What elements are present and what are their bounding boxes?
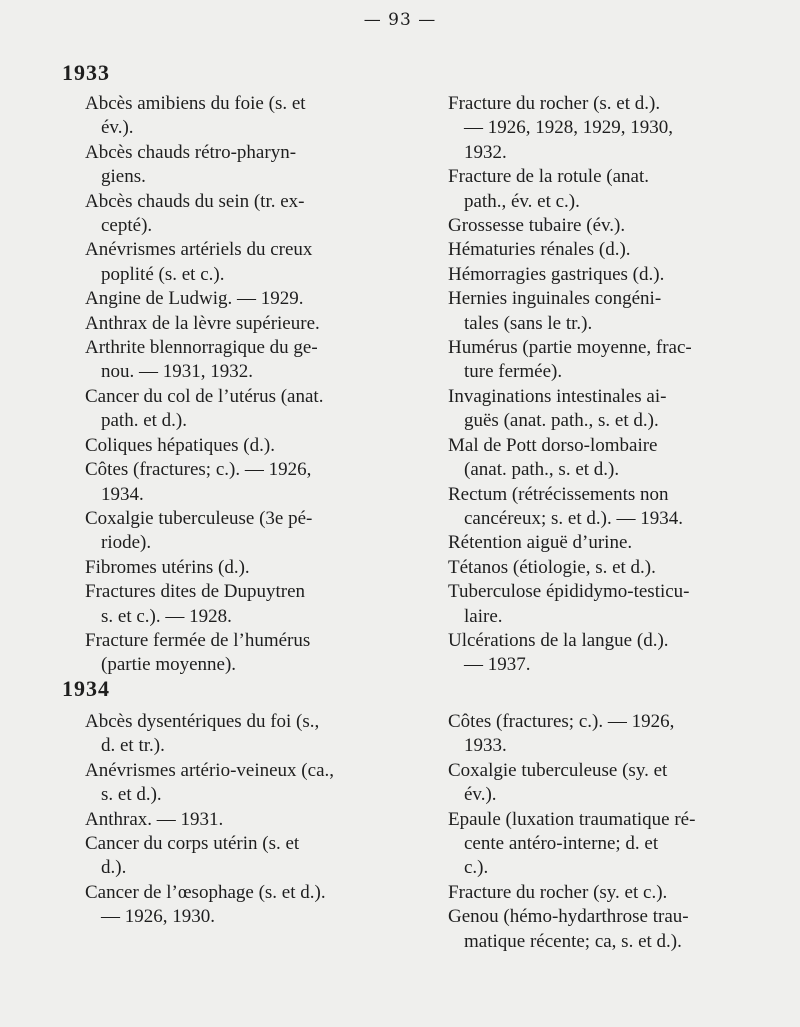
entry-line: Cancer du corps utérin (s. et <box>85 833 300 855</box>
index-entry <box>448 556 760 580</box>
index-entry <box>85 556 390 580</box>
entry-continuation-line: c.). <box>464 857 489 879</box>
index-entry <box>85 312 390 336</box>
section-1934-right-column <box>448 710 760 954</box>
index-entry <box>85 808 390 832</box>
index-entry <box>448 92 760 165</box>
entry-continuation-line: riode). <box>101 532 152 554</box>
entry-continuation-line: s. et c.). — 1928. <box>101 605 232 627</box>
index-entry <box>448 580 760 629</box>
entry-line: Genou (hémo-hydarthrose trau- <box>448 906 689 928</box>
index-entry <box>85 434 390 458</box>
entry-continuation-line: — 1937. <box>464 654 531 676</box>
index-entry <box>448 434 760 483</box>
entry-continuation-line: 1934. <box>101 483 144 505</box>
index-entry <box>85 385 390 434</box>
entry-continuation-line: matique récente; ca, s. et d.). <box>464 930 682 952</box>
index-entry <box>448 531 760 555</box>
entry-line: Epaule (luxation traumatique ré- <box>448 808 696 830</box>
entry-continuation-line: 1933. <box>464 735 507 757</box>
index-entry <box>85 759 390 808</box>
entry-line: Fracture de la rotule (anat. <box>448 166 649 188</box>
entry-continuation-line: path., év. et c.). <box>464 190 580 212</box>
index-entry <box>448 808 760 881</box>
entry-continuation-line: — 1926, 1930. <box>101 906 215 928</box>
entry-continuation-line: poplité (s. et c.). <box>101 263 225 285</box>
index-entry <box>448 905 760 954</box>
index-entry <box>85 580 390 629</box>
index-entry <box>85 287 390 311</box>
index-entry <box>448 629 760 678</box>
index-entry <box>85 458 390 507</box>
section-year-1933: 1933 <box>62 60 110 85</box>
index-entry <box>85 629 390 678</box>
entry-continuation-line: 1932. <box>464 141 507 163</box>
index-entry <box>85 190 390 239</box>
entry-continuation-line: path. et d.). <box>101 410 188 432</box>
entry-continuation-line: cancéreux; s. et d.). — 1934. <box>464 507 683 529</box>
entry-line: Abcès chauds rétro-pharyn- <box>85 141 297 163</box>
entry-line: Hémorragies gastriques (d.). <box>448 263 665 285</box>
entry-continuation-line: d. et tr.). <box>101 735 165 757</box>
entry-line: Tuberculose épididymo-testicu- <box>448 581 690 603</box>
entry-continuation-line: guës (anat. path., s. et d.). <box>464 410 659 432</box>
index-entry <box>85 238 390 287</box>
entry-line: Anévrismes artério-veineux (ca., <box>85 759 335 781</box>
entry-continuation-line: giens. <box>101 166 146 188</box>
entry-continuation-line: nou. — 1931, 1932. <box>101 361 253 383</box>
entry-line: Abcès chauds du sein (tr. ex- <box>85 190 305 212</box>
index-entry <box>448 263 760 287</box>
index-entry <box>448 238 760 262</box>
entry-line: Fracture fermée de l’humérus <box>85 629 311 651</box>
entry-line: Anévrismes artériels du creux <box>85 239 313 261</box>
entry-line: Angine de Ludwig. — 1929. <box>85 288 304 310</box>
index-entry <box>448 165 760 214</box>
index-entry <box>85 141 390 190</box>
entry-continuation-line: (partie moyenne). <box>101 654 237 676</box>
entry-line: Abcès amibiens du foie (s. et <box>85 93 306 114</box>
section-1933-right-column <box>448 92 760 678</box>
entry-continuation-line: cepté). <box>101 215 153 237</box>
index-entry <box>448 336 760 385</box>
entry-continuation-line: tales (sans le tr.). <box>464 312 593 334</box>
index-entry <box>85 881 390 930</box>
entry-line: Hernies inguinales congéni- <box>448 288 662 310</box>
entry-line: Abcès dysentériques du foi (s., <box>85 711 320 732</box>
entry-continuation-line: év.). <box>464 784 497 806</box>
index-entry <box>85 507 390 556</box>
entry-continuation-line: s. et d.). <box>101 784 162 806</box>
entry-line: Hématuries rénales (d.). <box>448 239 631 261</box>
section-1934-left-column <box>85 710 390 930</box>
index-entry <box>85 92 390 141</box>
index-entry <box>85 710 390 759</box>
index-entry <box>448 881 760 905</box>
entry-line: Coxalgie tuberculeuse (3e pé- <box>85 507 313 529</box>
entry-line: Fibromes utérins (d.). <box>85 556 250 578</box>
entry-line: Côtes (fractures; c.). — 1926, <box>85 459 312 481</box>
entry-line: Anthrax. — 1931. <box>85 808 224 830</box>
section-1933-left-column <box>85 92 390 678</box>
entry-line: Cancer de l’œsophage (s. et d.). <box>85 881 326 903</box>
entry-continuation-line: d.). <box>101 857 127 879</box>
entry-line: Coxalgie tuberculeuse (sy. et <box>448 759 668 781</box>
entry-line: Mal de Pott dorso-lombaire <box>448 434 658 456</box>
entry-line: Grossesse tubaire (év.). <box>448 215 626 237</box>
entry-continuation-line: (anat. path., s. et d.). <box>464 459 620 481</box>
entry-continuation-line: év.). <box>101 117 134 139</box>
section-year-1934: 1934 <box>62 676 110 701</box>
page-number: — 93 — <box>363 10 437 30</box>
entry-continuation-line: — 1926, 1928, 1929, 1930, <box>464 117 673 139</box>
entry-line: Invaginations intestinales ai- <box>448 385 667 407</box>
entry-line: Coliques hépatiques (d.). <box>85 434 275 456</box>
index-entry <box>85 832 390 881</box>
entry-line: Anthrax de la lèvre supérieure. <box>85 312 320 334</box>
entry-line: Tétanos (étiologie, s. et d.). <box>448 556 656 578</box>
entry-continuation-line: cente antéro-interne; d. et <box>464 833 659 855</box>
index-entry <box>448 385 760 434</box>
entry-line: Rectum (rétrécissements non <box>448 483 669 505</box>
index-entry <box>448 287 760 336</box>
entry-line: Côtes (fractures; c.). — 1926, <box>448 711 675 732</box>
index-entry <box>448 759 760 808</box>
entry-line: Humérus (partie moyenne, frac- <box>448 337 692 359</box>
entry-continuation-line: laire. <box>464 605 503 627</box>
index-entry <box>85 336 390 385</box>
entry-line: Fracture du rocher (s. et d.). <box>448 93 661 114</box>
entry-line: Fracture du rocher (sy. et c.). <box>448 881 668 903</box>
index-entry <box>448 710 760 759</box>
entry-line: Rétention aiguë d’urine. <box>448 532 633 554</box>
entry-line: Fractures dites de Dupuytren <box>85 581 306 603</box>
entry-line: Arthrite blennorragique du ge- <box>85 337 318 359</box>
index-entry <box>448 214 760 238</box>
index-entry <box>448 483 760 532</box>
entry-continuation-line: ture fermée). <box>464 361 563 383</box>
entry-line: Ulcérations de la langue (d.). <box>448 629 669 651</box>
entry-line: Cancer du col de l’utérus (anat. <box>85 385 324 407</box>
